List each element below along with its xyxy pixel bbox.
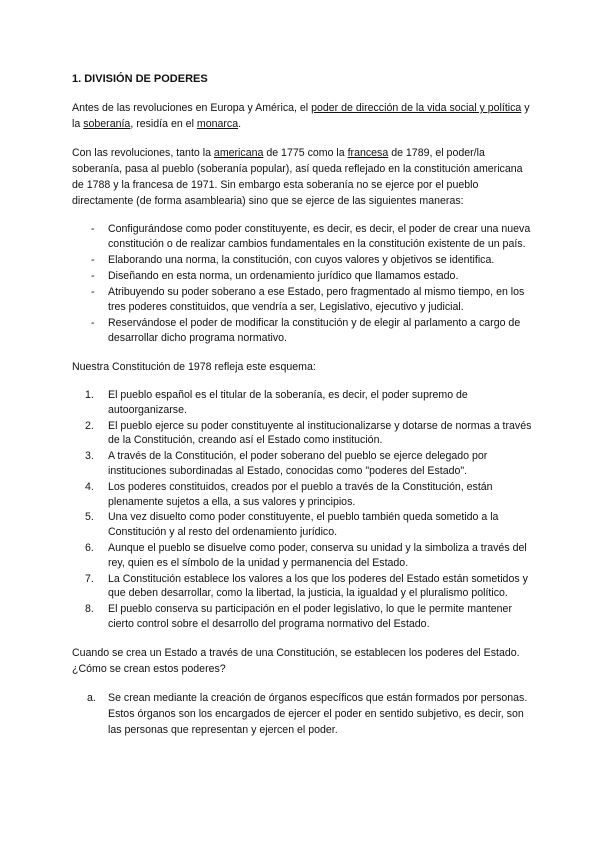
list-number: 5. bbox=[85, 511, 94, 524]
revolutions-paragraph bbox=[72, 145, 532, 209]
powers-creation-list bbox=[72, 690, 532, 738]
list-item bbox=[72, 690, 532, 738]
list-item bbox=[72, 541, 532, 571]
list-item-text: Los poderes constituidos, creados por el pueblo a través de la Constitución, están plenamente sujetos a ella, a sus valores y principios. bbox=[108, 480, 493, 508]
revolutions-text-2: de 1775 como la bbox=[263, 147, 348, 159]
constitution-intro: Nuestra Constitución de 1978 refleja este esquema: bbox=[72, 361, 316, 373]
list-item-text: La Constitución establece los valores a los que los poderes del Estado están sometidos y que deben desarrollar, como la libertad, la justicia, la igualdad y el pluralismo político. bbox=[108, 572, 528, 600]
list-number: 3. bbox=[85, 450, 94, 463]
constitution-scheme-list bbox=[72, 388, 532, 632]
revolutions-text-3: de 1789, el poder/la soberanía, pasa al pueblo (soberanía popular), así queda reflejado en la constitución americana de 1788 y la francesa de 1971. Sin embargo esta soberanía no se ejerce por el pueblo directamente (de forma asamblearia) sino que se ejerce de las siguientes maneras: bbox=[72, 147, 523, 207]
sovereignty-ways-list bbox=[72, 222, 532, 346]
intro-paragraph bbox=[72, 100, 532, 132]
list-item bbox=[72, 602, 532, 632]
intro-underline-monarch: monarca bbox=[196, 118, 239, 130]
document-content bbox=[72, 72, 532, 738]
list-item: - Elaborando una norma, la constitución, con cuyos valores y objetivos se identifica. bbox=[72, 253, 532, 268]
intro-underline-sovereignty: soberanía bbox=[83, 118, 131, 130]
list-item bbox=[72, 388, 532, 418]
intro-text-4: . bbox=[238, 118, 242, 130]
list-number: 2. bbox=[85, 419, 94, 432]
list-item bbox=[72, 480, 532, 510]
list-item-text: Se crean mediante la creación de órganos específicos que están formados por personas. Estos órganos son los encargados de ejercer el poder en sentido subjetivo, es decir, son las personas que representan y ejercen el poder. bbox=[108, 691, 528, 736]
intro-text-3: , residía en el bbox=[130, 118, 197, 130]
revolutions-underline-american: americana bbox=[213, 147, 264, 159]
list-item: - Atribuyendo su poder soberano a ese Estado, pero fragmentado al mismo tiempo, en los tres poderes constituidos, que vendría a ser, Legislativo, ejecutivo y judicial. bbox=[72, 285, 532, 315]
list-number: 7. bbox=[85, 572, 94, 585]
revolutions-underline-french: francesa bbox=[347, 147, 389, 159]
revolutions-text-1: Con las revoluciones, tanto la bbox=[72, 147, 214, 159]
list-number: 1. bbox=[85, 389, 94, 401]
list-item: - Reservándose el poder de modificar la constitución y de elegir al parlamento a cargo de desarrollar dicho programa normativo. bbox=[72, 316, 532, 346]
list-item-text: El pueblo ejerce su poder constituyente al institucionalizarse y dotarse de normas a través de la Constitución, creando así el Estado como institución. bbox=[108, 419, 532, 447]
list-item bbox=[72, 449, 532, 479]
list-item bbox=[72, 510, 532, 540]
list-item-text: El pueblo español es el titular de la soberanía, es decir, el poder supremo de autoorganizarse. bbox=[108, 389, 468, 416]
list-number: 4. bbox=[85, 480, 94, 493]
list-item-text: El pueblo conserva su participación en el poder legislativo, lo que le permite mantener cierto control sobre el desarrollo del programa normativo del Estado. bbox=[108, 603, 512, 630]
list-item: - Configurándose como poder constituyente, es decir, es decir, el poder de crear una nueva constitución o de realizar cambios fundamentales en la constitución existente de un país. bbox=[72, 222, 532, 252]
section-heading: 1. DIVISIÓN DE PODERES bbox=[72, 73, 208, 85]
list-item-text: A través de la Constitución, el poder soberano del pueblo se ejerce delegado por instituciones subordinadas al Estado, conocidas como "poderes del Estado". bbox=[108, 450, 488, 477]
list-item bbox=[72, 419, 532, 449]
list-item: - Diseñando en esta norma, un ordenamiento jurídico que llamamos estado. bbox=[72, 269, 532, 284]
list-letter: a. bbox=[87, 691, 96, 704]
intro-text-1: Antes de las revoluciones en Europa y América, el bbox=[72, 102, 312, 114]
intro-text-2: y la bbox=[72, 102, 530, 130]
list-item-text: Una vez disuelto como poder constituyente, el pueblo también queda sometido a la Constitución y al resto del ordenamiento jurídico. bbox=[108, 511, 499, 539]
list-number: 6. bbox=[85, 541, 94, 554]
powers-question-paragraph: Cuando se crea un Estado a través de una Constitución, se establecen los poderes del Estado. ¿Cómo se crean estos poderes? bbox=[72, 646, 520, 675]
list-number: 8. bbox=[85, 603, 94, 616]
list-item-text: Aunque el pueblo se disuelve como poder, conserva su unidad y la simboliza a través del rey, quien es el símbolo de la unidad y permanencia del Estado. bbox=[108, 541, 527, 569]
intro-underline-power: poder de dirección de la vida social y política bbox=[311, 102, 522, 114]
list-item bbox=[72, 572, 532, 602]
